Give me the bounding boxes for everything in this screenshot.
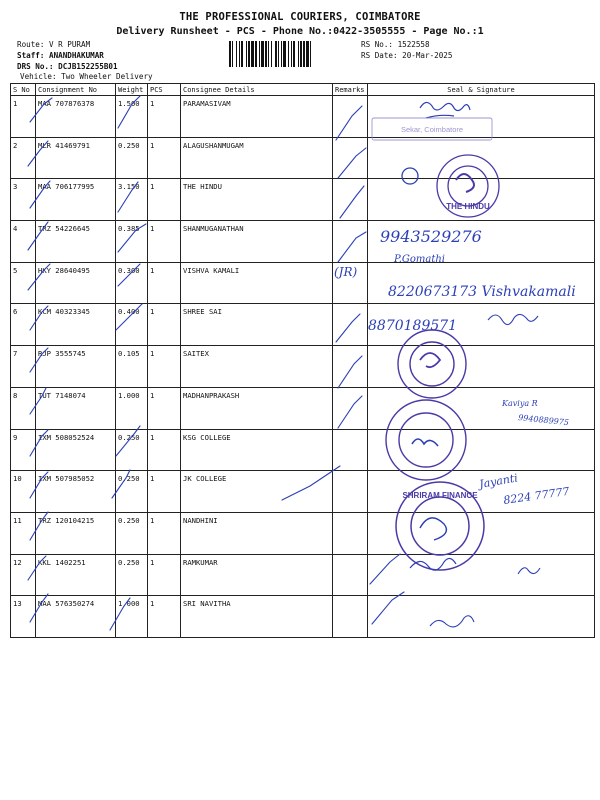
cell-remarks [333,596,368,638]
handwritten-phone-row4: 9943529276 [380,227,482,246]
table-row [11,596,595,638]
cell-consignee: KSG COLLEGE [181,429,333,471]
cell-consignment-no: TRZ 54226645 [36,221,116,263]
cell-seal-signature [368,304,595,346]
cell-consignment-no: MLR 41469791 [36,137,116,179]
cell-remarks [333,512,368,554]
cell-sno: 10 [11,471,36,513]
table-row [11,512,595,554]
svg-text:Sekar, Coimbatore: Sekar, Coimbatore [400,125,464,134]
rs-date: RS Date: 20-Mar-2025 [361,51,453,60]
cell-weight: 1.500 [116,96,148,138]
cell-seal-signature [368,346,595,388]
cell-sno: 3 [11,179,36,221]
cell-sno: 1 [11,96,36,138]
barcode [229,41,351,67]
cell-remarks [333,137,368,179]
cell-consignee: SHANMUGANATHAN [181,221,333,263]
handwritten-phone-row5: 8220673173 Vishvakamali [388,284,576,300]
cell-seal-signature [368,179,595,221]
cell-consignee: THE HINDU [181,179,333,221]
table-row [11,221,595,263]
cell-remarks [333,429,368,471]
cell-consignee: SRI NAVITHA [181,596,333,638]
cell-pcs: 1 [148,554,181,596]
cell-consignee: ALAGUSHANMUGAM [181,137,333,179]
cell-weight: 0.250 [116,512,148,554]
cell-weight: 3.150 [116,179,148,221]
svg-text:SHRIRAM FINANCE: SHRIRAM FINANCE [402,491,478,500]
svg-text:THE HINDU: THE HINDU [446,202,490,211]
cell-seal-signature [368,471,595,513]
cell-pcs: 1 [148,429,181,471]
runsheet-table [10,83,595,638]
cell-consignment-no: RJP 3555745 [36,346,116,388]
header-weight: Weight [116,84,148,96]
cell-seal-signature [368,596,595,638]
table-header-row [11,84,595,96]
header-pcs: PCS [148,84,181,96]
cell-sno: 2 [11,137,36,179]
staff-label: Staff: ANANDHAKUMAR [17,51,104,60]
table-row [11,96,595,138]
cell-weight: 1.000 [116,596,148,638]
cell-pcs: 1 [148,387,181,429]
cell-consignment-no: MAA 707876378 [36,96,116,138]
cell-pcs: 1 [148,137,181,179]
cell-weight: 1.000 [116,387,148,429]
runsheet-subtitle: Delivery Runsheet - PCS - Phone No.:0422-3505555 - Page No.:1 [116,26,484,37]
cell-weight: 0.250 [116,471,148,513]
cell-consignee: PARAMASIVAM [181,96,333,138]
cell-consignee: RAMKUMAR [181,554,333,596]
handwritten-mark-row5: (JR) [334,265,358,279]
cell-pcs: 1 [148,262,181,304]
handwritten-name-row10: Jayanti [478,471,519,491]
cell-seal-signature [368,554,595,596]
cell-weight: 0.250 [116,429,148,471]
cell-seal-signature [368,262,595,304]
cell-consignment-no: IXM 508052524 [36,429,116,471]
cell-sno: 4 [11,221,36,263]
table-row [11,179,595,221]
vehicle-label: Vehicle: Two Wheeler Delivery [20,72,153,81]
cell-seal-signature [368,387,595,429]
cell-seal-signature [368,137,595,179]
cell-pcs: 1 [148,346,181,388]
cell-weight: 0.250 [116,554,148,596]
cell-sno: 5 [11,262,36,304]
cell-pcs: 1 [148,221,181,263]
header-sno: S No [11,84,36,96]
cell-weight: 0.385 [116,221,148,263]
header-remarks: Remarks [333,84,368,96]
cell-consignment-no: HKY 28640495 [36,262,116,304]
cell-consignment-no: MAA 576350274 [36,596,116,638]
company-title: THE PROFESSIONAL COURIERS, COIMBATORE [179,11,421,23]
cell-seal-signature [368,429,595,471]
table-row [11,304,595,346]
cell-pcs: 1 [148,179,181,221]
header-seal-signature: Seal & Signature [368,84,595,96]
handwritten-name-row4: P.Gomathi [394,254,445,265]
cell-consignment-no: KCM 40323345 [36,304,116,346]
cell-consignment-no: KKL 1402251 [36,554,116,596]
cell-consignment-no: IXM 507985052 [36,471,116,513]
cell-consignment-no: TRZ 120104215 [36,512,116,554]
cell-remarks [333,346,368,388]
cell-pcs: 1 [148,596,181,638]
cell-pcs: 1 [148,512,181,554]
route-label: Route: V R PURAM [17,40,91,49]
drs-number: DRS No.: DCJB152255B01 [17,62,118,71]
cell-consignee: SHREE SAI [181,304,333,346]
cell-seal-signature [368,221,595,263]
cell-seal-signature [368,512,595,554]
rs-number: RS No.: 1522558 [361,40,430,49]
cell-weight: 0.250 [116,137,148,179]
cell-seal-signature [368,96,595,138]
cell-sno: 8 [11,387,36,429]
table-row [11,429,595,471]
handwritten-phone-row10: 8224 77777 [502,484,571,507]
table-row [11,346,595,388]
handwritten-phone-row8: 9940889975 [517,413,570,428]
cell-sno: 6 [11,304,36,346]
cell-consignee: SAITEX [181,346,333,388]
table-row [11,137,595,179]
cell-sno: 13 [11,596,36,638]
cell-remarks [333,387,368,429]
cell-pcs: 1 [148,96,181,138]
cell-remarks [333,554,368,596]
cell-sno: 12 [11,554,36,596]
cell-pcs: 1 [148,471,181,513]
cell-remarks [333,221,368,263]
cell-remarks [333,96,368,138]
cell-remarks [333,471,368,513]
cell-consignment-no: TUT 7148074 [36,387,116,429]
cell-pcs: 1 [148,304,181,346]
header-consignment: Consignment No [36,84,116,96]
header-consignee: Consignee Details [181,84,333,96]
handwritten-name-row8: Kaviya R [502,399,538,408]
cell-sno: 7 [11,346,36,388]
cell-weight: 0.400 [116,304,148,346]
cell-weight: 0.300 [116,262,148,304]
cell-consignee: VISHVA KAMALI [181,262,333,304]
table-row [11,554,595,596]
cell-remarks [333,262,368,304]
cell-consignee: NANDHINI [181,512,333,554]
cell-remarks [333,304,368,346]
cell-remarks [333,179,368,221]
cell-weight: 0.105 [116,346,148,388]
handwritten-phone-row6: 8870189571 [368,318,458,334]
cell-sno: 9 [11,429,36,471]
table-row [11,471,595,513]
cell-sno: 11 [11,512,36,554]
table-row [11,387,595,429]
table-row [11,262,595,304]
cell-consignee: JK COLLEGE [181,471,333,513]
cell-consignment-no: MAA 706177995 [36,179,116,221]
cell-consignee: MADHANPRAKASH [181,387,333,429]
